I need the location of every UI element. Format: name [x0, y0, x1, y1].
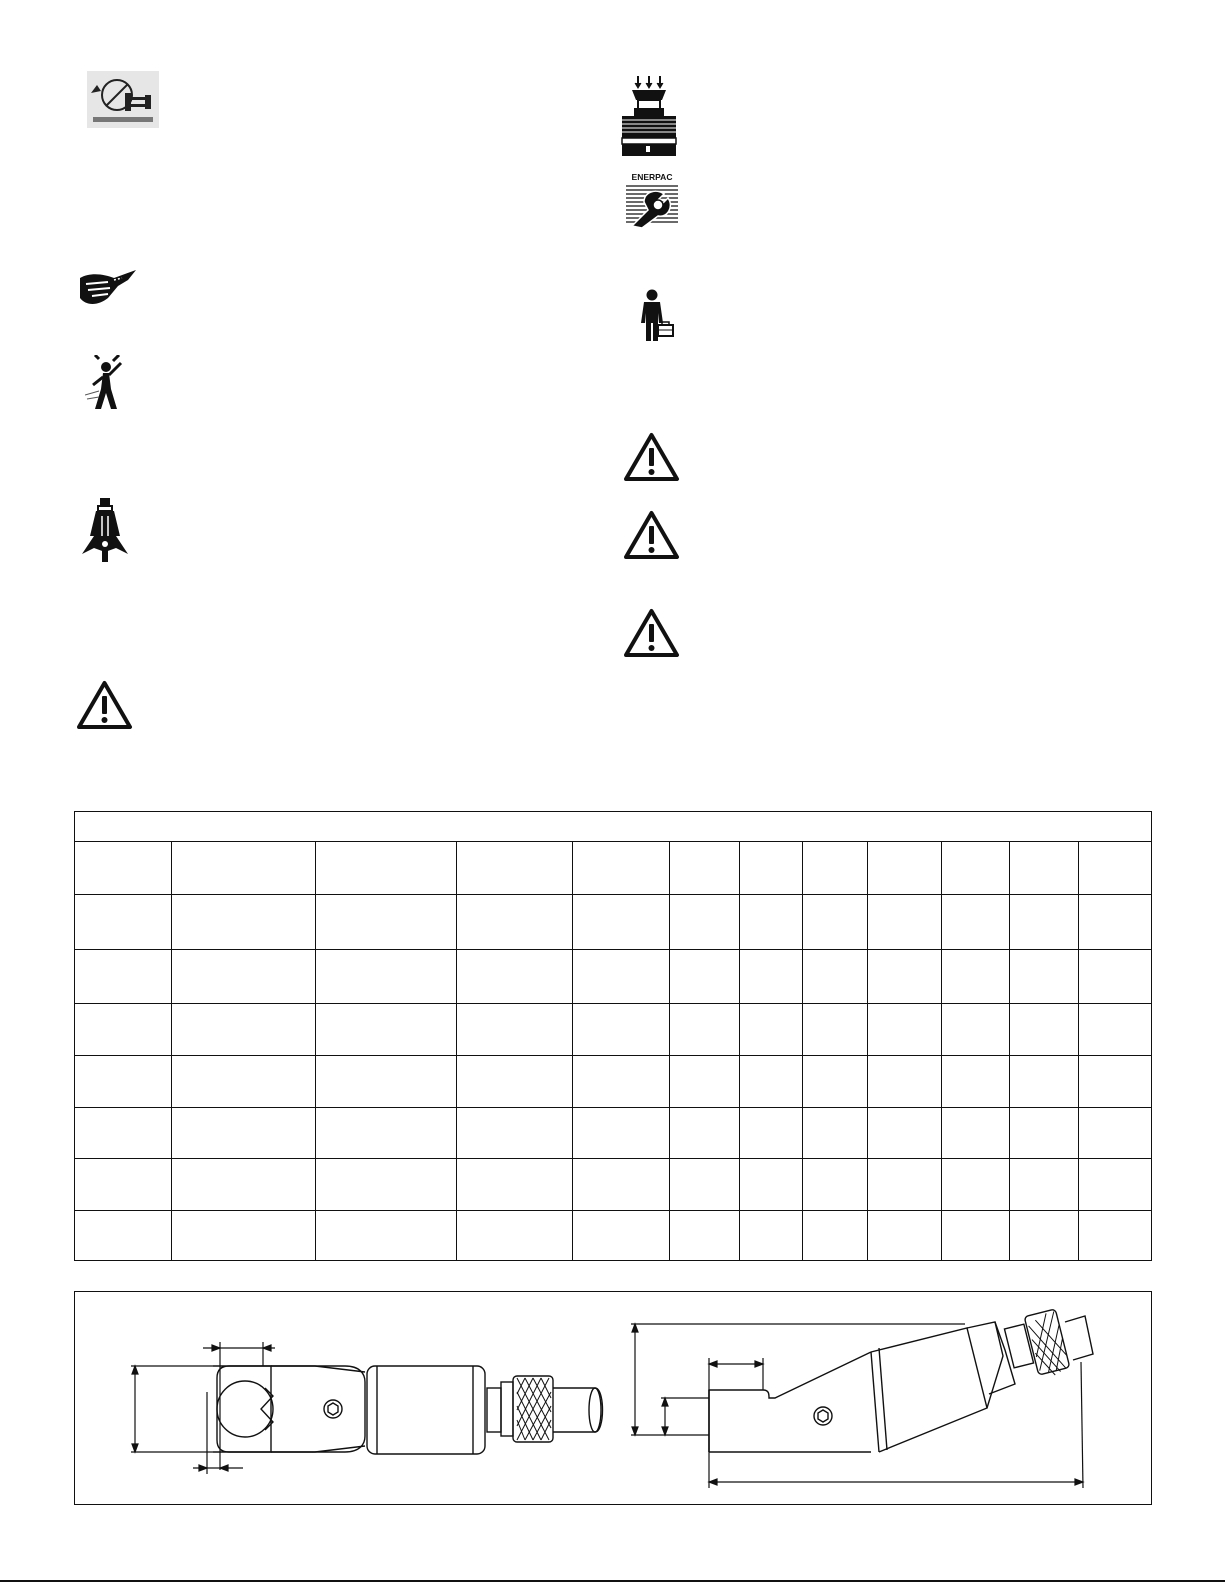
- warning-triangle-icon: [76, 680, 133, 730]
- column-divider: [669, 841, 670, 1260]
- top-view-dimension-lines: [631, 1324, 1083, 1488]
- tripping-hazard-icon: [85, 355, 125, 412]
- side-view-dimension-lines: [131, 1342, 275, 1474]
- enerpac-logo-text: ENERPAC: [631, 172, 673, 182]
- specification-table: [74, 811, 1152, 1261]
- row-divider: [75, 1210, 1151, 1211]
- warning-triangle-icon: [623, 510, 680, 560]
- column-divider: [941, 841, 942, 1260]
- column-divider: [171, 841, 172, 1260]
- load-centering-icon: [80, 496, 130, 566]
- warning-triangle-icon: [623, 432, 680, 482]
- column-divider: [572, 841, 573, 1260]
- table-title-bar: [75, 812, 1151, 842]
- warning-triangle-icon: [623, 608, 680, 658]
- nut-splitter-top-view: [709, 1309, 1093, 1452]
- column-divider: [867, 841, 868, 1260]
- page-bottom-rule: [0, 1580, 1225, 1582]
- dimension-drawings-box: [74, 1291, 1152, 1505]
- row-divider: [75, 1055, 1151, 1056]
- no-lift-by-hose-icon: [87, 71, 159, 128]
- column-divider: [315, 841, 316, 1260]
- column-divider: [1078, 841, 1079, 1260]
- enerpac-service-icon: [626, 172, 678, 228]
- row-divider: [75, 1107, 1151, 1108]
- row-divider: [75, 894, 1151, 895]
- row-divider: [75, 1003, 1151, 1004]
- column-divider: [1009, 841, 1010, 1260]
- row-divider: [75, 1158, 1151, 1159]
- nut-splitter-side-view: [213, 1366, 603, 1454]
- column-divider: [802, 841, 803, 1260]
- column-divider: [456, 841, 457, 1260]
- cylinder-load-icon: [618, 76, 680, 160]
- technician-icon: [638, 289, 674, 343]
- row-divider: [75, 949, 1151, 950]
- column-divider: [739, 841, 740, 1260]
- hand-injection-hazard-icon: [78, 268, 138, 309]
